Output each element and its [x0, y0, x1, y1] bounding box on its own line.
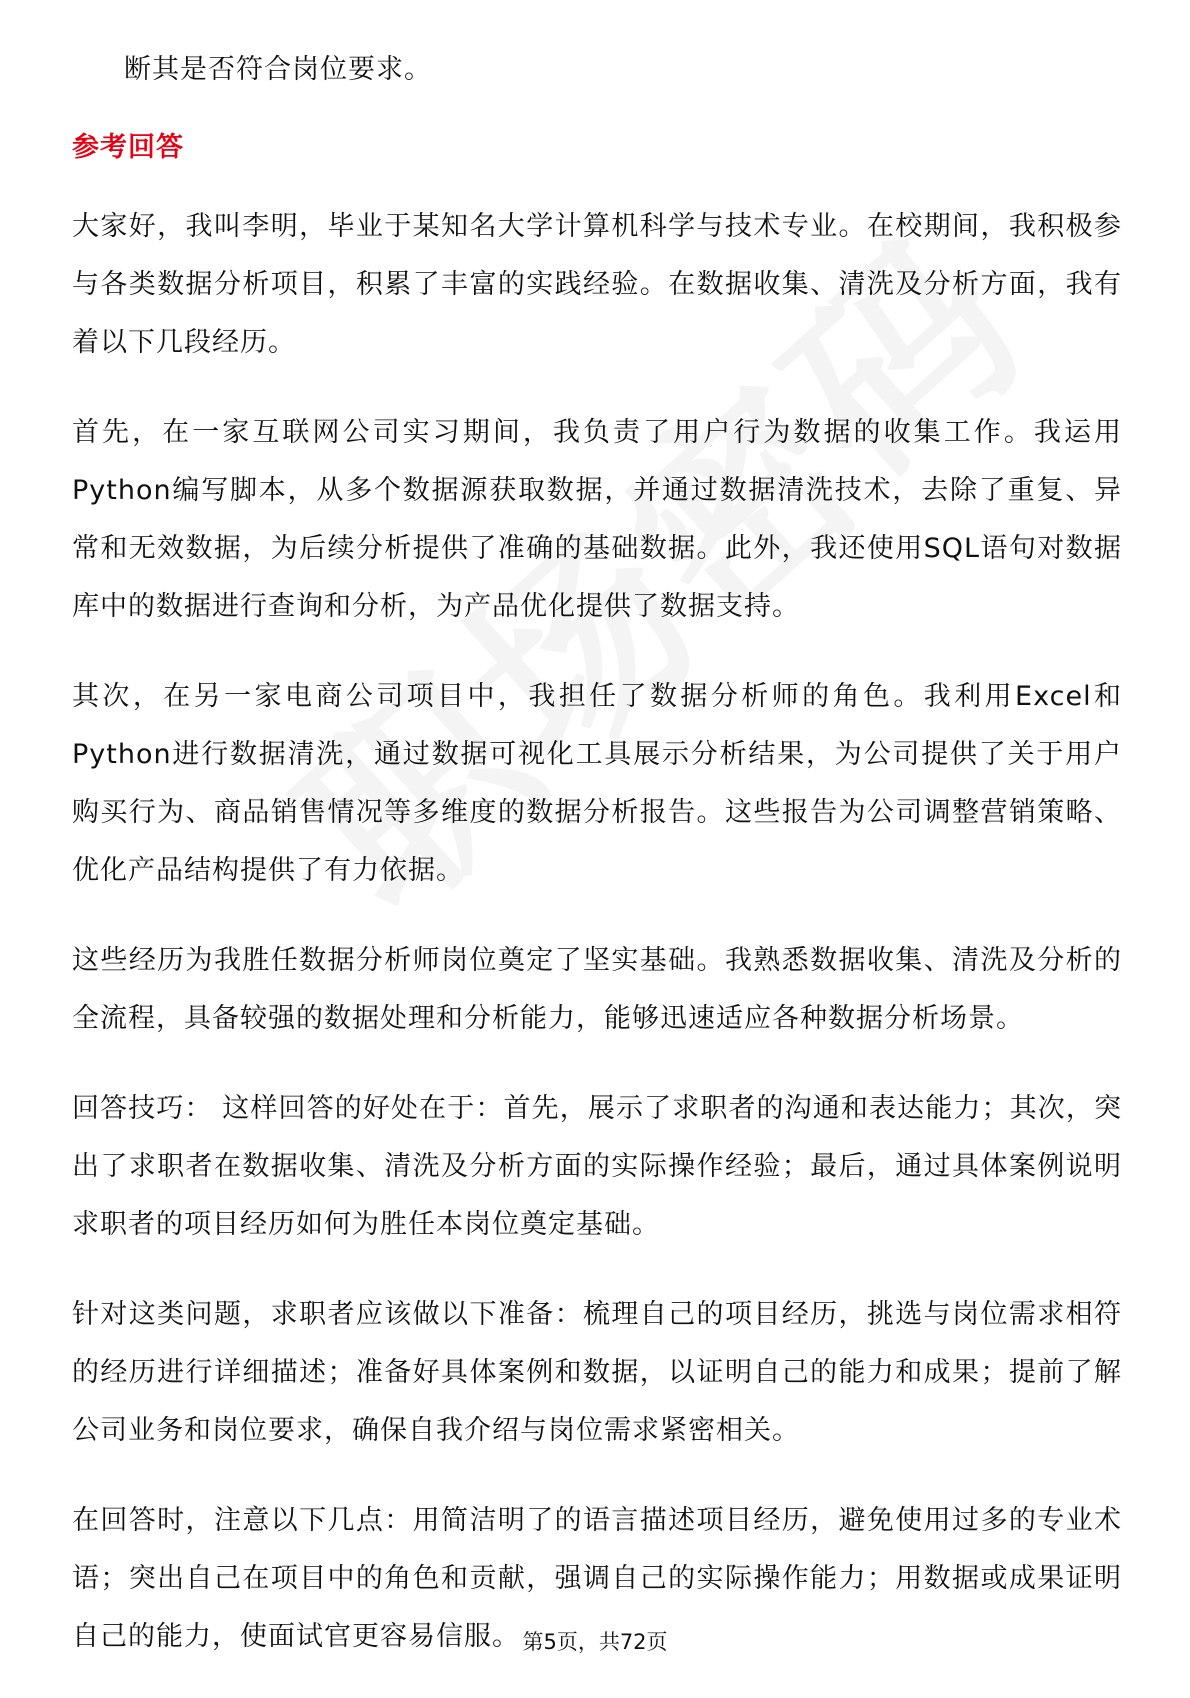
paragraph-ecommerce: 其次，在另一家电商公司项目中，我担任了数据分析师的角色。我利用Excel和Python进行数据清洗，通过数据可视化工具展示分析结果，为公司提供了关于用户购买行为、商品销售情况等多维度的数据分析报告。这些报告为公司调整营销策略、优化产品结构提供了有力依据。 [72, 681, 1122, 886]
document-body [72, 50, 1122, 1698]
paragraph-tips: 回答技巧： 这样回答的好处在于：首先，展示了求职者的沟通和表达能力；其次，突出了求职者在数据收集、清洗及分析方面的实际操作经验；最后，通过具体案例说明求职者的项目经历如何为胜任本岗位奠定基础。 [72, 1093, 1122, 1240]
paragraph-internship: 首先，在一家互联网公司实习期间，我负责了用户行为数据的收集工作。我运用Python编写脚本，从多个数据源获取数据，并通过数据清洗技术，去除了重复、异常和无效数据，为后续分析提供了准确的基础数据。此外，我还使用SQL语句对数据库中的数据进行查询和分析，为产品优化提供了数据支持。 [72, 417, 1122, 622]
paragraph-notes: 在回答时，注意以下几点：用简洁明了的语言描述项目经历，避免使用过多的专业术语；突出自己在项目中的角色和贡献，强调自己的实际操作能力；用数据或成果证明自己的能力，使面试官更容易信服。 [72, 1505, 1122, 1652]
paragraph-summary: 这些经历为我胜任数据分析师岗位奠定了坚实基础。我熟悉数据收集、清洗及分析的全流程，具备较强的数据处理和分析能力，能够迅速适应各种数据分析场景。 [72, 945, 1122, 1034]
lead-line: 断其是否符合岗位要求。 [124, 54, 432, 85]
section-title: 参考回答 [72, 132, 184, 163]
paragraph-intro: 大家好，我叫李明，毕业于某知名大学计算机科学与技术专业。在校期间，我积极参与各类数据分析项目，积累了丰富的实践经验。在数据收集、清洗及分析方面，我有着以下几段经历。 [72, 211, 1122, 358]
paragraph-preparation: 针对这类问题，求职者应该做以下准备：梳理自己的项目经历，挑选与岗位需求相符的经历进行详细描述；准备好具体案例和数据，以证明自己的能力和成果；提前了解公司业务和岗位要求，确保自我介绍与岗位需求紧密相关。 [72, 1299, 1122, 1446]
page-number: 第5页，共72页 [522, 1630, 668, 1654]
